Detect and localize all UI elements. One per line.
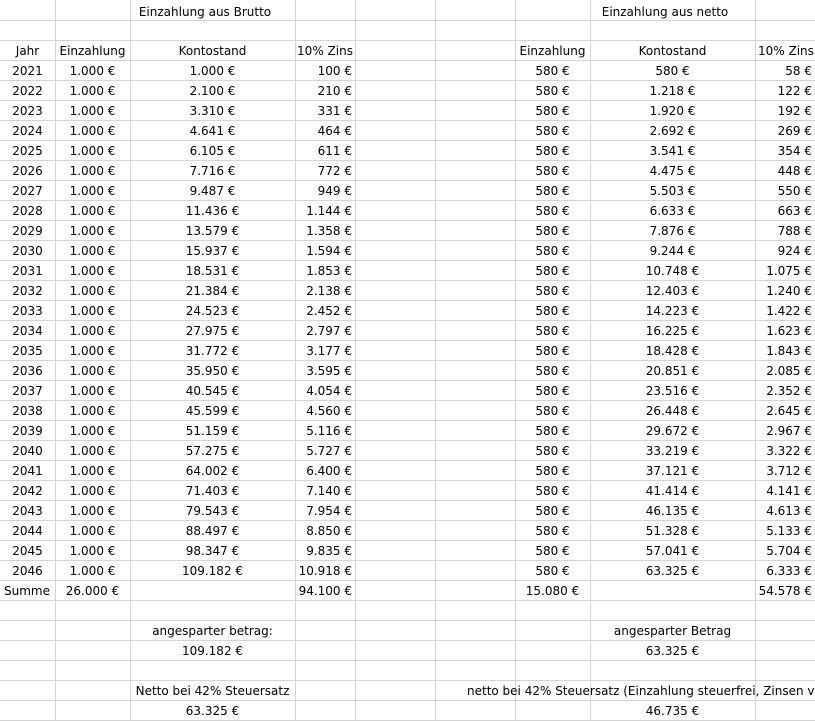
balance-net-cell[interactable]: 63.325 € [645,564,700,578]
year-cell[interactable]: 2036 [12,364,43,378]
deposit-gross-cell[interactable]: 1.000 € [69,464,116,478]
balance-net-cell[interactable]: 20.851 € [645,364,700,378]
balance-net-cell[interactable]: 18.428 € [645,344,700,358]
year-cell[interactable]: 2045 [12,544,43,558]
balance-net-cell[interactable]: 3.541 € [649,144,696,158]
balance-gross-cell[interactable]: 27.975 € [185,324,240,338]
balance-net-cell[interactable]: 14.223 € [645,304,700,318]
deposit-net-cell[interactable]: 580 € [535,264,570,278]
after-tax-label-gross[interactable]: Netto bei 42% Steuersatz [135,684,290,698]
balance-gross-cell[interactable]: 9.487 € [189,184,236,198]
deposit-net-cell[interactable]: 580 € [535,224,570,238]
interest-net-cell[interactable]: 1.240 € [766,284,812,298]
year-cell[interactable]: 2043 [12,504,43,518]
interest-net-cell[interactable]: 924 € [777,244,812,258]
interest-net-cell[interactable]: 4.141 € [766,484,812,498]
interest-gross-cell[interactable]: 331 € [317,104,352,118]
year-cell[interactable]: 2039 [12,424,43,438]
balance-net-cell[interactable]: 51.328 € [645,524,700,538]
deposit-net-cell[interactable]: 580 € [535,384,570,398]
interest-net-cell[interactable]: 354 € [777,144,812,158]
interest-net-cell[interactable]: 448 € [777,164,812,178]
deposit-net-cell[interactable]: 580 € [535,144,570,158]
interest-net-cell[interactable]: 1.422 € [766,304,812,318]
sum-interest-net[interactable]: 54.578 € [758,584,812,598]
deposit-gross-cell[interactable]: 1.000 € [69,284,116,298]
interest-gross-cell[interactable]: 2.797 € [306,324,352,338]
interest-gross-cell[interactable]: 8.850 € [306,524,352,538]
interest-net-cell[interactable]: 5.133 € [766,524,812,538]
deposit-gross-cell[interactable]: 1.000 € [69,324,116,338]
balance-gross-cell[interactable]: 18.531 € [185,264,240,278]
balance-net-cell[interactable]: 29.672 € [645,424,700,438]
balance-gross-cell[interactable]: 4.641 € [189,124,236,138]
balance-gross-cell[interactable]: 13.579 € [185,224,240,238]
deposit-gross-cell[interactable]: 1.000 € [69,364,116,378]
deposit-net-cell[interactable]: 580 € [535,424,570,438]
year-cell[interactable]: 2034 [12,324,43,338]
interest-gross-cell[interactable]: 7.954 € [306,504,352,518]
deposit-net-cell[interactable]: 580 € [535,344,570,358]
interest-gross-cell[interactable]: 1.594 € [306,244,352,258]
interest-gross-cell[interactable]: 7.140 € [306,484,352,498]
interest-net-cell[interactable]: 550 € [777,184,812,198]
deposit-gross-cell[interactable]: 1.000 € [69,184,116,198]
interest-gross-cell[interactable]: 772 € [317,164,352,178]
deposit-net-cell[interactable]: 580 € [535,304,570,318]
balance-gross-cell[interactable]: 31.772 € [185,344,240,358]
year-cell[interactable]: 2022 [12,84,43,98]
header-interest-gross[interactable]: 10% Zins [297,44,353,58]
year-cell[interactable]: 2044 [12,524,43,538]
balance-gross-cell[interactable]: 71.403 € [185,484,240,498]
balance-gross-cell[interactable]: 15.937 € [185,244,240,258]
balance-gross-cell[interactable]: 2.100 € [189,84,236,98]
deposit-net-cell[interactable]: 580 € [535,484,570,498]
deposit-net-cell[interactable]: 580 € [535,64,570,78]
balance-net-cell[interactable]: 2.692 € [649,124,696,138]
deposit-gross-cell[interactable]: 1.000 € [69,564,116,578]
balance-net-cell[interactable]: 6.633 € [649,204,696,218]
balance-gross-cell[interactable]: 40.545 € [185,384,240,398]
header-balance-net[interactable]: Kontostand [638,44,707,58]
year-cell[interactable]: 2021 [12,64,43,78]
year-cell[interactable]: 2030 [12,244,43,258]
interest-net-cell[interactable]: 2.645 € [766,404,812,418]
header-deposit-gross[interactable]: Einzahlung [59,44,126,58]
year-cell[interactable]: 2035 [12,344,43,358]
sum-deposit-gross[interactable]: 26.000 € [65,584,120,598]
year-cell[interactable]: 2028 [12,204,43,218]
balance-gross-cell[interactable]: 11.436 € [185,204,240,218]
deposit-net-cell[interactable]: 580 € [535,404,570,418]
after-tax-label-net[interactable]: netto bei 42% Steuersatz (Einzahlung steuerfrei, Zinsen v [467,684,815,698]
deposit-gross-cell[interactable]: 1.000 € [69,444,116,458]
interest-net-cell[interactable]: 269 € [777,124,812,138]
deposit-net-cell[interactable]: 580 € [535,524,570,538]
saved-label-net[interactable]: angesparter Betrag [613,624,732,638]
year-cell[interactable]: 2042 [12,484,43,498]
balance-net-cell[interactable]: 23.516 € [645,384,700,398]
balance-net-cell[interactable]: 37.121 € [645,464,700,478]
interest-gross-cell[interactable]: 210 € [317,84,352,98]
interest-gross-cell[interactable]: 5.727 € [306,444,352,458]
interest-gross-cell[interactable]: 2.138 € [306,284,352,298]
deposit-gross-cell[interactable]: 1.000 € [69,224,116,238]
balance-gross-cell[interactable]: 64.002 € [185,464,240,478]
deposit-gross-cell[interactable]: 1.000 € [69,404,116,418]
year-cell[interactable]: 2023 [12,104,43,118]
deposit-gross-cell[interactable]: 1.000 € [69,344,116,358]
deposit-gross-cell[interactable]: 1.000 € [69,144,116,158]
balance-gross-cell[interactable]: 109.182 € [181,564,244,578]
balance-net-cell[interactable]: 41.414 € [645,484,700,498]
balance-net-cell[interactable]: 57.041 € [645,544,700,558]
grid-column-line [435,0,436,721]
year-cell[interactable]: 2026 [12,164,43,178]
balance-gross-cell[interactable]: 24.523 € [185,304,240,318]
balance-gross-cell[interactable]: 45.599 € [185,404,240,418]
interest-gross-cell[interactable]: 464 € [317,124,352,138]
deposit-net-cell[interactable]: 580 € [535,84,570,98]
deposit-gross-cell[interactable]: 1.000 € [69,504,116,518]
balance-gross-cell[interactable]: 6.105 € [189,144,236,158]
balance-net-cell[interactable]: 580 € [655,64,690,78]
interest-net-cell[interactable]: 192 € [777,104,812,118]
interest-net-cell[interactable]: 788 € [777,224,812,238]
interest-net-cell[interactable]: 1.075 € [766,264,812,278]
balance-net-cell[interactable]: 33.219 € [645,444,700,458]
interest-net-cell[interactable]: 3.712 € [766,464,812,478]
deposit-gross-cell[interactable]: 1.000 € [69,544,116,558]
saved-label-gross[interactable]: angesparter betrag: [152,624,273,638]
year-cell[interactable]: 2031 [12,264,43,278]
balance-gross-cell[interactable]: 98.347 € [185,544,240,558]
interest-net-cell[interactable]: 1.623 € [766,324,812,338]
deposit-net-cell[interactable]: 580 € [535,324,570,338]
interest-gross-cell[interactable]: 1.853 € [306,264,352,278]
net-section-title[interactable]: Einzahlung aus netto [601,5,729,19]
balance-gross-cell[interactable]: 21.384 € [185,284,240,298]
interest-gross-cell[interactable]: 6.400 € [306,464,352,478]
deposit-gross-cell[interactable]: 1.000 € [69,384,116,398]
saved-value-gross[interactable]: 109.182 € [181,644,244,658]
interest-gross-cell[interactable]: 2.452 € [306,304,352,318]
header-interest-net[interactable]: 10% Zins [758,44,814,58]
year-cell[interactable]: 2029 [12,224,43,238]
balance-gross-cell[interactable]: 7.716 € [189,164,236,178]
interest-net-cell[interactable]: 2.085 € [766,364,812,378]
interest-net-cell[interactable]: 122 € [777,84,812,98]
deposit-gross-cell[interactable]: 1.000 € [69,204,116,218]
deposit-gross-cell[interactable]: 1.000 € [69,264,116,278]
interest-gross-cell[interactable]: 611 € [317,144,352,158]
interest-net-cell[interactable]: 663 € [777,204,812,218]
deposit-gross-cell[interactable]: 1.000 € [69,524,116,538]
header-year[interactable]: Jahr [15,44,40,58]
deposit-gross-cell[interactable]: 1.000 € [69,484,116,498]
deposit-gross-cell[interactable]: 1.000 € [69,424,116,438]
deposit-net-cell[interactable]: 580 € [535,164,570,178]
interest-gross-cell[interactable]: 5.116 € [306,424,352,438]
year-cell[interactable]: 2037 [12,384,43,398]
deposit-net-cell[interactable]: 580 € [535,364,570,378]
balance-net-cell[interactable]: 1.218 € [649,84,696,98]
sum-deposit-net[interactable]: 15.080 € [525,584,580,598]
sum-label[interactable]: Summe [4,584,50,598]
interest-net-cell[interactable]: 3.322 € [766,444,812,458]
deposit-net-cell[interactable]: 580 € [535,444,570,458]
deposit-net-cell[interactable]: 580 € [535,564,570,578]
interest-net-cell[interactable]: 1.843 € [766,344,812,358]
year-cell[interactable]: 2024 [12,124,43,138]
sum-interest-gross[interactable]: 94.100 € [298,584,352,598]
interest-gross-cell[interactable]: 1.358 € [306,224,352,238]
deposit-gross-cell[interactable]: 1.000 € [69,104,116,118]
balance-net-cell[interactable]: 7.876 € [649,224,696,238]
year-cell[interactable]: 2040 [12,444,43,458]
deposit-net-cell[interactable]: 580 € [535,184,570,198]
interest-net-cell[interactable]: 58 € [785,64,812,78]
interest-gross-cell[interactable]: 9.835 € [306,544,352,558]
interest-gross-cell[interactable]: 100 € [317,64,352,78]
balance-net-cell[interactable]: 46.135 € [645,504,700,518]
balance-gross-cell[interactable]: 35.950 € [185,364,240,378]
interest-gross-cell[interactable]: 3.177 € [306,344,352,358]
deposit-gross-cell[interactable]: 1.000 € [69,84,116,98]
interest-net-cell[interactable]: 6.333 € [766,564,812,578]
after-tax-value-net[interactable]: 46.735 € [645,704,700,718]
year-cell[interactable]: 2032 [12,284,43,298]
balance-net-cell[interactable]: 26.448 € [645,404,700,418]
balance-gross-cell[interactable]: 51.159 € [185,424,240,438]
deposit-net-cell[interactable]: 580 € [535,124,570,138]
grid-column-line [355,0,356,721]
balance-gross-cell[interactable]: 1.000 € [189,64,236,78]
interest-gross-cell[interactable]: 1.144 € [306,204,352,218]
interest-net-cell[interactable]: 2.352 € [766,384,812,398]
deposit-net-cell[interactable]: 580 € [535,504,570,518]
balance-net-cell[interactable]: 16.225 € [645,324,700,338]
balance-net-cell[interactable]: 1.920 € [649,104,696,118]
year-cell[interactable]: 2046 [12,564,43,578]
year-cell[interactable]: 2033 [12,304,43,318]
interest-gross-cell[interactable]: 4.560 € [306,404,352,418]
header-deposit-net[interactable]: Einzahlung [519,44,586,58]
year-cell[interactable]: 2025 [12,144,43,158]
deposit-net-cell[interactable]: 580 € [535,464,570,478]
year-cell[interactable]: 2038 [12,404,43,418]
balance-net-cell[interactable]: 5.503 € [649,184,696,198]
deposit-gross-cell[interactable]: 1.000 € [69,244,116,258]
deposit-net-cell[interactable]: 580 € [535,544,570,558]
deposit-net-cell[interactable]: 580 € [535,244,570,258]
balance-gross-cell[interactable]: 3.310 € [189,104,236,118]
deposit-net-cell[interactable]: 580 € [535,104,570,118]
balance-gross-cell[interactable]: 79.543 € [185,504,240,518]
interest-gross-cell[interactable]: 3.595 € [306,364,352,378]
balance-gross-cell[interactable]: 57.275 € [185,444,240,458]
deposit-gross-cell[interactable]: 1.000 € [69,304,116,318]
balance-net-cell[interactable]: 12.403 € [645,284,700,298]
balance-gross-cell[interactable]: 88.497 € [185,524,240,538]
interest-net-cell[interactable]: 4.613 € [766,504,812,518]
interest-net-cell[interactable]: 2.967 € [766,424,812,438]
gross-section-title[interactable]: Einzahlung aus Brutto [138,5,272,19]
interest-gross-cell[interactable]: 4.054 € [306,384,352,398]
deposit-gross-cell[interactable]: 1.000 € [69,164,116,178]
header-balance-gross[interactable]: Kontostand [178,44,247,58]
deposit-net-cell[interactable]: 580 € [535,204,570,218]
interest-net-cell[interactable]: 5.704 € [766,544,812,558]
balance-net-cell[interactable]: 9.244 € [649,244,696,258]
balance-net-cell[interactable]: 4.475 € [649,164,696,178]
interest-gross-cell[interactable]: 10.918 € [298,564,352,578]
deposit-gross-cell[interactable]: 1.000 € [69,64,116,78]
year-cell[interactable]: 2027 [12,184,43,198]
deposit-net-cell[interactable]: 580 € [535,284,570,298]
saved-value-net[interactable]: 63.325 € [645,644,700,658]
year-cell[interactable]: 2041 [12,464,43,478]
deposit-gross-cell[interactable]: 1.000 € [69,124,116,138]
after-tax-value-gross[interactable]: 63.325 € [185,704,240,718]
balance-net-cell[interactable]: 10.748 € [645,264,700,278]
interest-gross-cell[interactable]: 949 € [317,184,352,198]
